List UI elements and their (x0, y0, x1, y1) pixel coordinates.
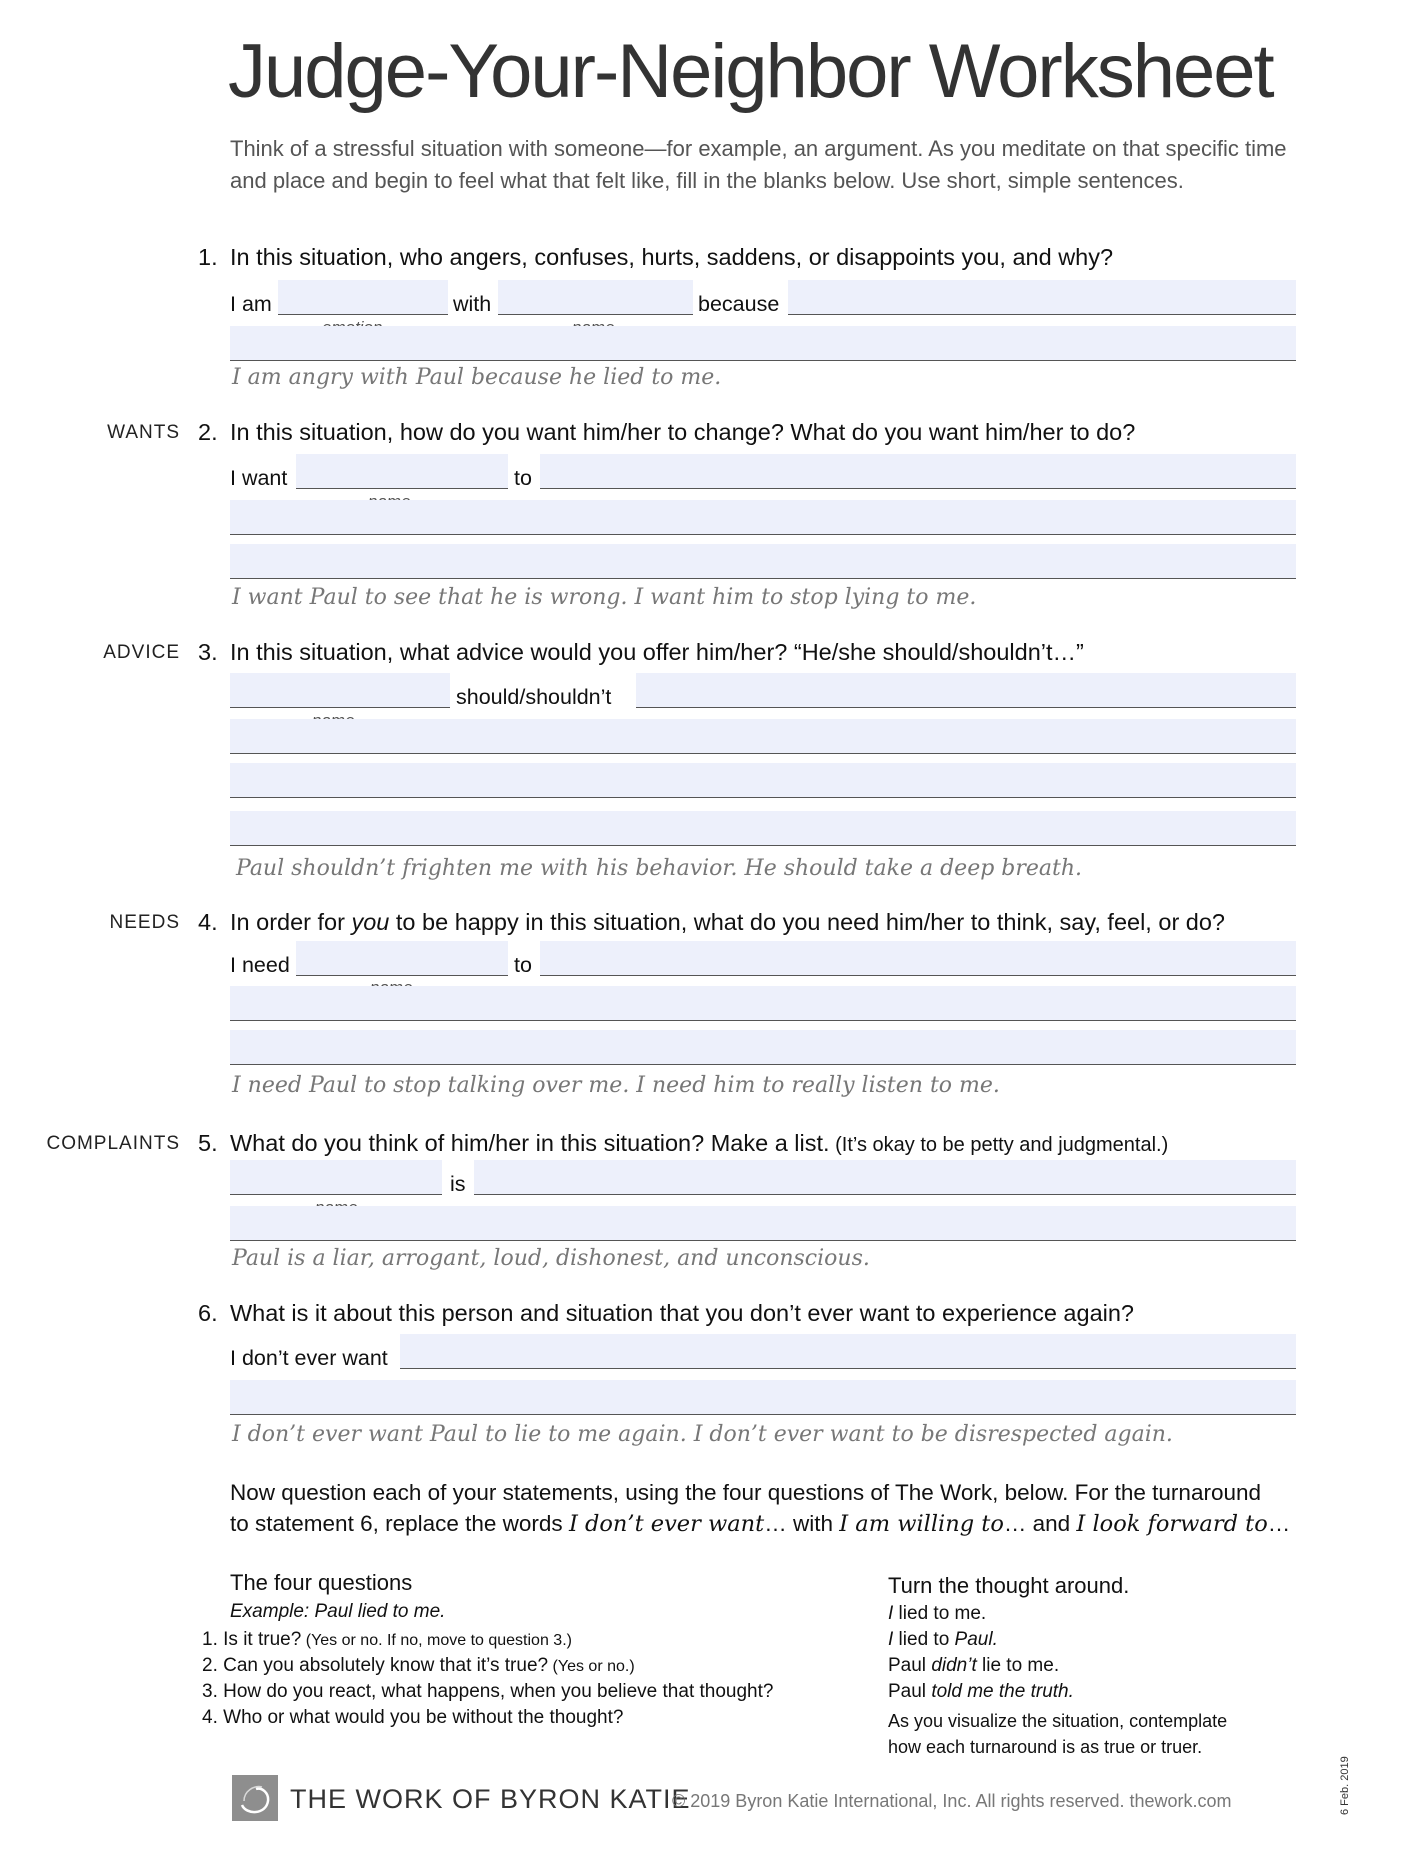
turnaround-i: I (888, 1629, 894, 1650)
q5-text-note: (It’s okay to be petty and judgmental.) (829, 1134, 1169, 1156)
q5-example: Paul is a liar, arrogant, loud, dishonest, and unconscious. (232, 1246, 870, 1271)
q2-name-field[interactable] (296, 454, 508, 489)
four-question-item (202, 1707, 623, 1729)
turnaround-text: lied to me. (893, 1603, 987, 1624)
q4-text-you: you (351, 909, 390, 935)
turnaround-truth: told me the truth. (931, 1681, 1074, 1702)
footer-brand: THE WORK OF BYRON KATIE (290, 1784, 691, 1814)
four-question-text: Can you absolutely know that it’s true? (223, 1655, 549, 1676)
q3-extra-field-1[interactable] (230, 719, 1296, 754)
q3-extra-field-2[interactable] (230, 763, 1296, 798)
now-text-g: … (1267, 1511, 1291, 1536)
q1-extra-field[interactable] (230, 326, 1296, 361)
four-question-number: 2. (202, 1655, 218, 1676)
four-questions-heading: The four questions (230, 1570, 413, 1595)
q1-text: In this situation, who angers, confuses, hurts, saddens, or disappoints you, and why? (230, 244, 1114, 270)
now-text-e: … and (1003, 1511, 1077, 1536)
q3-name-field[interactable] (230, 673, 450, 708)
q4-number: 4. (198, 909, 218, 935)
q2-extra-field-2[interactable] (230, 544, 1296, 579)
now-phrase-forward: I look forward to (1076, 1511, 1268, 1537)
footer-date: 6 Feb. 2019 (1339, 1756, 1351, 1815)
turnaround-note-1: As you visualize the situation, contemplate (888, 1711, 1228, 1731)
q2-to-field[interactable] (540, 454, 1296, 489)
turnaround-line-4 (888, 1681, 1074, 1703)
four-question-text: Is it true? (223, 1629, 302, 1650)
q4-side-label: NEEDS (109, 912, 180, 933)
four-question-note: (Yes or no. If no, move to question 3.) (301, 1632, 572, 1649)
q2-i-want-label: I want (230, 466, 288, 490)
q6-dont-field[interactable] (400, 1334, 1296, 1369)
q4-text-b: to be happy in this situation, what do you need him/her to think, say, feel, or do? (389, 909, 1226, 935)
turnaround-text: Paul (888, 1681, 932, 1702)
turnaround-didnt: didn’t (931, 1655, 977, 1676)
q4-to-label: to (514, 953, 532, 977)
q4-text-a: In order for (230, 909, 352, 935)
turnaround-paul: Paul. (954, 1629, 998, 1650)
turnaround-line-1 (888, 1603, 986, 1625)
q2-number: 2. (198, 419, 218, 445)
q1-emotion-field[interactable] (278, 280, 448, 315)
q4-to-field[interactable] (540, 941, 1296, 976)
q5-is-field[interactable] (474, 1160, 1296, 1195)
now-instruction-line2 (230, 1511, 1290, 1537)
q2-extra-field-1[interactable] (230, 500, 1296, 535)
turnaround-text: lie to me. (976, 1655, 1060, 1676)
q3-number: 3. (198, 639, 218, 665)
turnaround-line-3 (888, 1655, 1059, 1677)
q1-because-field[interactable] (788, 280, 1296, 315)
turnaround-text: Paul (888, 1655, 932, 1676)
four-question-item (202, 1655, 635, 1677)
q2-example: I want Paul to see that he is wrong. I want him to stop lying to me. (232, 585, 977, 610)
four-question-number: 4. (202, 1707, 218, 1728)
q3-extra-field-3[interactable] (230, 811, 1296, 846)
four-question-item (202, 1681, 773, 1703)
turnaround-note-2: how each turnaround is as true or truer. (888, 1737, 1203, 1757)
four-question-note: (Yes or no.) (548, 1658, 635, 1675)
now-text-c: … with (764, 1511, 840, 1536)
four-question-number: 3. (202, 1681, 218, 1702)
now-text-a: to statement 6, replace the words (230, 1511, 569, 1536)
four-question-number: 1. (202, 1629, 218, 1650)
q6-i-dont-label: I don’t ever want (230, 1346, 388, 1370)
q4-extra-field-2[interactable] (230, 1030, 1296, 1065)
now-instruction-line1: Now question each of your statements, using the four questions of The Work, below. For the turnaround (230, 1480, 1262, 1505)
intro-text: Think of a stressful situation with someone—for example, an argument. As you meditate on that specific time and place and begin to feel what that felt like, fill in the blanks below. Use short, simple sentences. (230, 136, 1287, 193)
q6-number: 6. (198, 1300, 218, 1326)
footer-copyright: © 2019 Byron Katie International, Inc. All rights reserved. thework.com (672, 1791, 1232, 1811)
now-phrase-dont: I don’t ever want (568, 1511, 765, 1537)
q6-text: What is it about this person and situation that you don’t ever want to experience again? (230, 1300, 1135, 1326)
turnaround-line-2 (888, 1629, 998, 1651)
now-phrase-willing: I am willing to (839, 1511, 1004, 1537)
q4-name-field[interactable] (296, 941, 508, 976)
q4-i-need-label: I need (230, 953, 290, 977)
q5-name-field[interactable] (230, 1160, 442, 1195)
q5-number: 5. (198, 1130, 218, 1156)
q3-should-label: should/shouldn’t (456, 685, 612, 709)
q1-example: I am angry with Paul because he lied to me. (232, 365, 722, 390)
byron-katie-logo-icon (232, 1775, 278, 1821)
q1-because-label: because (698, 292, 780, 316)
q5-side-label: COMPLAINTS (46, 1133, 180, 1154)
q1-number: 1. (198, 244, 218, 270)
turnaround-text: lied to (893, 1629, 955, 1650)
q2-text: In this situation, how do you want him/her to change? What do you want him/her to do? (230, 419, 1136, 445)
q5-is-label: is (450, 1172, 466, 1196)
four-question-item (202, 1629, 572, 1651)
q6-extra-field[interactable] (230, 1380, 1296, 1415)
four-question-text: Who or what would you be without the thought? (223, 1707, 624, 1728)
q3-side-label: ADVICE (103, 642, 180, 663)
q4-extra-field-1[interactable] (230, 986, 1296, 1021)
turnaround-i: I (888, 1603, 894, 1624)
q3-example: Paul shouldn’t frighten me with his behavior. He should take a deep breath. (236, 856, 1083, 881)
q5-text-main: What do you think of him/her in this situation? Make a list. (230, 1130, 830, 1156)
q5-text (230, 1130, 1168, 1157)
q1-i-am-label: I am (230, 292, 272, 316)
q2-side-label: WANTS (107, 422, 180, 443)
q1-with-label: with (453, 292, 492, 316)
q4-text (230, 909, 1225, 936)
four-question-text: How do you react, what happens, when you believe that thought? (223, 1681, 774, 1702)
four-questions-example: Example: Paul lied to me. (230, 1601, 446, 1622)
q4-example: I need Paul to stop talking over me. I need him to really listen to me. (232, 1073, 1000, 1098)
q6-example: I don’t ever want Paul to lie to me again. I don’t ever want to be disrespected again. (232, 1422, 1173, 1447)
q1-name-field[interactable] (498, 280, 693, 315)
q5-extra-field[interactable] (230, 1206, 1296, 1241)
q3-text: In this situation, what advice would you offer him/her? “He/she should/shouldn’t…” (230, 639, 1084, 665)
q3-should-field[interactable] (636, 673, 1296, 708)
q2-to-label: to (514, 466, 532, 490)
page-title: Judge-Your-Neighbor Worksheet (228, 29, 1273, 114)
turnaround-heading: Turn the thought around. (888, 1573, 1130, 1598)
